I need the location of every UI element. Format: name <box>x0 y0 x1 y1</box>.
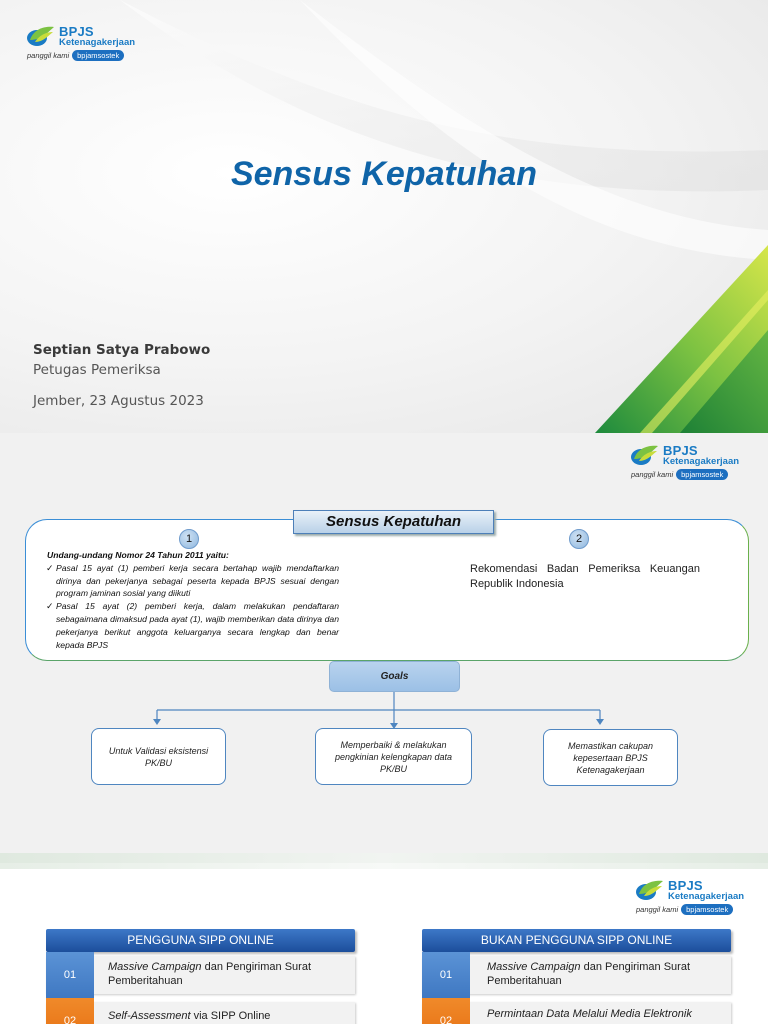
step-text-italic: Massive Campaign <box>487 961 581 973</box>
step-number: 01 <box>46 952 94 998</box>
list-item <box>422 1002 731 1024</box>
goal-card-3: Memastikan cakupan kepesertaan BPJS Ketenagakerjaan <box>543 729 678 786</box>
logo-tagline: panggil kami <box>631 470 674 479</box>
step-text-rest: dan Pengiriman Surat Pemberitahuan <box>487 961 690 987</box>
step-text <box>487 1008 723 1022</box>
presenter-role: Petugas Pemeriksa <box>33 362 161 378</box>
slide-title: Sensus Kepatuhan <box>230 155 538 193</box>
sensus-slide <box>0 433 768 863</box>
step-text-rest: Permintaan Data Melalui Media Elektronik <box>487 1008 692 1020</box>
slide-divider <box>0 853 768 863</box>
step-text-rest: via SIPP Online <box>190 1010 271 1022</box>
bpk-recommendation-text: Rekomendasi Badan Pemeriksa Keuangan Republik Indonesia <box>470 563 700 590</box>
logo-tagline: panggil kami <box>636 905 679 914</box>
sipp-user-list <box>46 929 355 1024</box>
bpjs-leaf-icon <box>26 24 56 48</box>
logo-brand-text: BPJS <box>668 877 703 893</box>
sipp-slide <box>0 863 768 1024</box>
step-text-italic: Massive Campaign <box>108 961 202 973</box>
law-item-text: Pasal 15 ayat (1) pemberi kerja secara bertahap wajib mendaftarkan dirinya dan pekerjanya sebagai peserta kepada BPJS sesuai dengan program jaminan sosial yang diikuti <box>56 562 339 599</box>
list-item <box>46 956 355 994</box>
step-number: 02 <box>46 998 94 1024</box>
logo-brand-text: BPJS <box>663 442 698 458</box>
logo-subname-text: Ketenagakerjaan <box>59 36 136 48</box>
step-text <box>487 961 723 988</box>
logo-subname-text: Ketenagakerjaan <box>668 890 745 902</box>
goals-box: Goals <box>329 661 460 692</box>
presenter-block <box>33 342 210 409</box>
list-item <box>422 956 731 994</box>
goal-card-1: Untuk Validasi eksistensi PK/BU <box>91 728 226 785</box>
step-text <box>108 961 347 988</box>
section-banner: Sensus Kepatuhan <box>293 510 494 534</box>
step-text-italic: Self-Assessment <box>108 1010 191 1022</box>
check-icon: ✓ <box>46 562 54 573</box>
list-header: BUKAN PENGGUNA SIPP ONLINE <box>422 929 731 952</box>
number-badge-2: 2 <box>569 529 589 549</box>
step-text-rest: dan Pengiriman Surat Pemberitahuan <box>108 961 311 987</box>
logo-tagline-badge: bpjamsostek <box>72 50 124 61</box>
bpjs-logo <box>26 24 135 61</box>
logo-brand-text: BPJS <box>59 23 94 39</box>
check-icon: ✓ <box>46 601 54 612</box>
step-number: 01 <box>422 952 470 998</box>
presenter-name: Septian Satya Prabowo <box>33 342 211 358</box>
step-text <box>108 1010 347 1024</box>
title-slide <box>0 0 768 433</box>
number-badge-1: 1 <box>179 529 199 549</box>
non-sipp-user-list <box>422 929 731 1024</box>
bpjs-logo <box>635 878 744 915</box>
logo-subname-text: Ketenagakerjaan <box>663 455 740 467</box>
logo-tagline-badge: bpjamsostek <box>681 904 733 915</box>
slide-divider <box>0 863 768 869</box>
presentation-date: Jember, 23 Agustus 2023 <box>33 393 204 409</box>
step-number: 02 <box>422 998 470 1024</box>
logo-tagline: panggil kami <box>27 51 70 60</box>
goals-connector-lines <box>0 433 768 863</box>
logo-tagline-badge: bpjamsostek <box>676 469 728 480</box>
law-item-text: Pasal 15 ayat (2) pemberi kerja, dalam melakukan pendaftaran sebagaimana dimaksud pada ayat (1), wajib memberikan data dirinya dan pekerjanya berikut anggota keluarganya secara lengkap dan benar kepada BPJS <box>56 601 339 650</box>
bpjs-leaf-icon <box>635 878 665 902</box>
goal-card-2: Memperbaiki & melakukan pengkinian kelengkapan data PK/BU <box>315 728 472 785</box>
list-header: PENGGUNA SIPP ONLINE <box>46 929 355 952</box>
list-item <box>46 1002 355 1024</box>
law-title: Undang-undang Nomor 24 Tahun 2011 yaitu: <box>47 550 229 560</box>
